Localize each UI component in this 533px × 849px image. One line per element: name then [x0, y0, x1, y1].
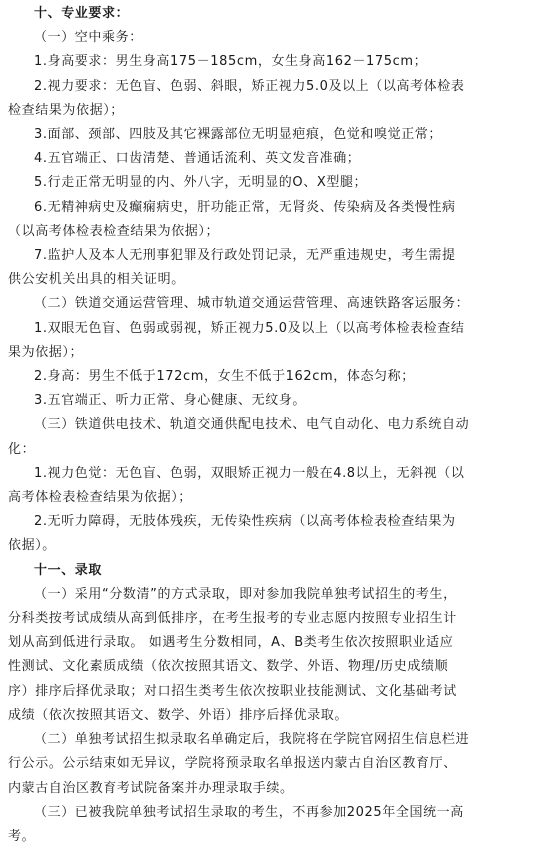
- text-line: （三）铁道供电技术、轨道交通供配电技术、电气自动化、电力系统自动: [34, 417, 470, 433]
- text-line: 性测试、文化素质成绩（依次按照其语文、数学、外语、物理/历史成绩顺: [8, 659, 449, 675]
- text-line: 考。: [8, 828, 36, 844]
- text-line: 7.监护人及本人无刑事犯罪及行政处罚记录，无严重违规史，考生需提: [34, 248, 456, 264]
- text-line: （三）已被我院单独考试招生录取的考生，不再参加2025年全国统一高: [34, 804, 464, 820]
- text-line: 行公示。公示结束如无异议，学院将预录取名单报送内蒙古自治区教育厅、: [8, 756, 457, 772]
- text-line: 3.五官端正、听力正常、身心健康、无纹身。: [34, 393, 307, 409]
- text-line: （以高考体检表检查结果为依据）；: [8, 223, 220, 239]
- section-heading: 十一、录取: [34, 562, 103, 578]
- text-line: 化：: [8, 441, 36, 457]
- text-line: 2.身高：男生不低于172cm，女生不低于162cm，体态匀称；: [34, 369, 415, 385]
- text-line: 成绩（依次按照其语文、数学、外语）排序后择优录取。: [8, 707, 349, 723]
- text-line: 检查结果为依据）；: [8, 102, 124, 118]
- text-line: 3.面部、颈部、四肢及其它裸露部位无明显疤痕，色觉和嗅觉正常；: [34, 127, 443, 143]
- text-line: 5.行走正常无明显的内、外八字，无明显的O、X型腿；: [34, 175, 368, 191]
- text-line: 依据）。: [8, 538, 56, 554]
- text-line: （二）单独考试招生拟录取名单确定后，我院将在学院官网招生信息栏进: [34, 732, 470, 748]
- text-line: 果为依据）；: [8, 344, 84, 360]
- text-line: （一）采用“分数清”的方式录取，即对参加我院单独考试招生的考生，: [34, 586, 457, 602]
- text-line: 内蒙古自治区教育考试院备案并办理录取手续。: [8, 780, 294, 796]
- text-line: 高考体检表检查结果为依据）；: [8, 490, 192, 506]
- text-line: 划从高到低进行录取。 如遇考生分数相同，A、B类考生依次按照职业适应: [8, 635, 454, 651]
- text-line: 分科类按考试成绩从高到低排序，在考生报考的专业志愿内按照专业招生计: [8, 611, 457, 627]
- text-line: （一）空中乘务：: [34, 30, 143, 46]
- text-line: 4.五官端正、口齿清楚、普通话流利、英文发音准确；: [34, 151, 361, 167]
- text-line: 1.视力色觉：无色盲、色弱，双眼矫正视力一般在4.8以上，无斜视（以: [34, 465, 465, 481]
- text-line: 2.视力要求：无色盲、色弱、斜眼，矫正视力5.0及以上（以高考体检表: [34, 78, 465, 94]
- text-line: 6.无精神病史及癫痫病史，肝功能正常，无肾炎、传染病及各类慢性病: [34, 199, 456, 215]
- text-line: 供公安机关出具的相关证明。: [8, 272, 185, 288]
- text-line: 1.身高要求：男生身高175－185cm，女生身高162－175cm；: [34, 54, 428, 70]
- text-line: （二）铁道交通运营管理、城市轨道交通运营管理、高速铁路客运服务：: [34, 296, 470, 312]
- section-heading: 十、专业要求：: [34, 6, 130, 21]
- text-line: 序）排序后择优录取；对口招生类考生依次按职业技能测试、文化基础考试: [8, 683, 457, 699]
- text-line: 1.双眼无色盲、色弱或弱视，矫正视力5.0及以上（以高考体检表检查结: [34, 320, 465, 336]
- text-line: 2.无听力障碍，无肢体残疾，无传染性疾病（以高考体检表检查结果为: [34, 514, 456, 530]
